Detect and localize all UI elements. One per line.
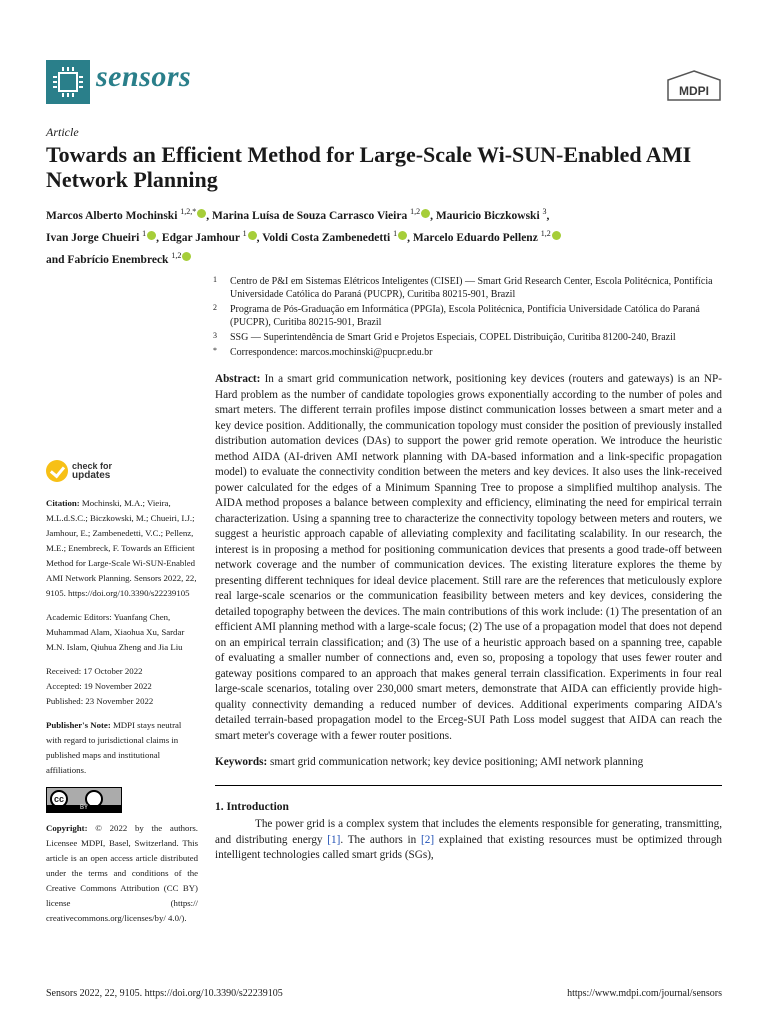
publisher-logo[interactable] <box>666 70 722 102</box>
author-affiliation-marks: 1,2 <box>540 228 551 238</box>
intro-heading: 1. Introduction <box>215 800 289 813</box>
check-for-updates-button[interactable] <box>46 460 198 488</box>
author-affiliation-marks: 3 <box>542 207 547 216</box>
author-affiliation-marks: 1,2 <box>410 207 421 216</box>
orcid-icon[interactable] <box>421 209 430 218</box>
reference-link-1[interactable]: [1] <box>327 833 341 846</box>
cc-by-license-badge[interactable] <box>46 787 122 813</box>
publisher-note <box>46 718 198 778</box>
accepted-date: Accepted: 19 November 2022 <box>46 681 152 691</box>
keywords <box>215 755 722 771</box>
affiliation-text: Centro de P&I em Sistemas Elétricos Inteligentes (CISEI) — Smart Grid Research Center, Escola Politécnica, Pontifícia Universidade Católica do Paraná (PUCPR), Curitiba 80215-901, Brazil <box>230 276 713 300</box>
author-name[interactable]: Mauricio Biczkowski <box>435 209 543 222</box>
author-name[interactable]: Edgar Jamhour <box>161 231 243 244</box>
intro-text-3: explained that existing resources must be optimized through intelligent technologies called smart grids (SGs), <box>215 833 723 861</box>
citation-block <box>46 496 198 601</box>
orcid-icon[interactable] <box>182 252 191 261</box>
journal-name[interactable]: sensors <box>96 60 192 93</box>
abstract-text: In a smart grid communication network, positioning key devices (routers and gateways) is an NP-Hard problem as the number of candidate topologies grows exponentially according to the number of poles and smart meters. The different terrain profiles impose distinct communication losses between a smart meter and a key device position. Additionally, the communication topology must consider the position of previously installed distribution automation devices (DAs) to support the power grid remote operation. We introduce the heuristic method AIDA (AI-driven AMI network planning with DA-based information and a link-specific propagation model) to evaluate the connectivity condition between the meters and key devices. It also uses the link-received power calculated for the edges of a Minimum Spanning Tree to propose a simplified multihop analysis. The AIDA method proposes a balance between complexity and efficiency, eliminating the need for empirical terrain characterization. Using a spanning tree to characterize the connectivity topology between meters and routers, we suggest a heuristic approach capable of alleviating complexity and facilitating scalability. In our research, the interest is in proposing a method for positioning communication devices that presents a good trade-off between network coverage and the number of communication devices. The existing literature explores the theme by presenting different techniques for ideal device placement. Still rare are the references that meticulously explore real large-scale scenarios or the communication feasibility between meters and key devices, considering the detailed topography between the devices. The main contributions of this work include: (1) The presentation of an efficient AMI planning method with a large-scale focus; (2) The use of a propagation model that does not depend on an empirical terrain classification; and (3) The use of a heuristic approach based on a spanning tree, capable of evaluating a smaller number of connections and, even so, proposing a topology that uses fewer router and gateway positions compared to an approach that makes general terrain classification. Experiments in four real large-scale scenarios, totaling over 230,000 smart meters, demonstrate that AIDA can efficiently provide high-quality connectivity demanding a reduced number of devices. Additional experiments comparing AIDA's detailed terrain-based propagation model to the Erceg-SUI Path Loss model suggest that AIDA can reach the smart meter's coverage with a fewer router positions. <box>215 373 722 742</box>
author-name[interactable]: Marcelo Eduardo Pellenz <box>412 231 541 244</box>
affiliation-text: SSG — Superintendência de Smart Grid e Projetos Especiais, COPEL Distribuição, Curitiba 81200-240, Brazil <box>230 332 676 343</box>
author-affiliation-marks: 1 <box>142 228 147 238</box>
publisher-note-label: Publisher's Note: <box>46 720 111 730</box>
orcid-icon[interactable] <box>197 209 206 218</box>
academic-editors: Academic Editors: Yuanfang Chen, Muhammad Alam, Xiaohua Xu, Sardar M.N. Islam, Qiuhua Zheng and Jia Liu <box>46 612 185 652</box>
reference-link-2[interactable]: [2] <box>421 833 435 846</box>
check-updates-line1: check for <box>72 461 113 471</box>
publisher-name: MDPI <box>679 84 709 98</box>
paper-title: Towards an Efficient Method for Large-Scale Wi-SUN-Enabled AMI Network Planning <box>46 142 692 192</box>
author-affiliation-marks: 1,2,* <box>180 207 197 216</box>
intro-text-2: . The authors in <box>340 833 422 846</box>
copyright-label: Copyright: <box>46 823 88 833</box>
dates-block <box>46 664 198 709</box>
citation-label: Citation: <box>46 498 80 508</box>
abstract-label: Abstract: <box>215 373 261 385</box>
article-type: Article <box>46 125 79 139</box>
check-updates-line2: updates <box>72 470 111 481</box>
section-divider <box>215 785 722 786</box>
affiliation-item <box>210 346 725 359</box>
copyright-text: © 2022 by the authors. Licensee MDPI, Basel, Switzerland. This article is an open access article distributed under the terms and conditions of the Creative Commons Attribution (CC BY) license (https:// creativecommons.org/licenses/by/ 4.0/). <box>46 823 199 923</box>
check-updates-icon <box>46 460 68 482</box>
author-affiliation-marks: 1 <box>242 228 247 238</box>
affiliation-mark: * <box>213 346 217 355</box>
affiliation-mark: 1 <box>213 275 217 284</box>
author-list: Marcos Alberto Mochinski $^{1,2,*}$ , Marina Luísa de Souza Carrasco Vieira $^{1,2}$ , Mauricio Biczkowski $^3$, Ivan Jorge Chueiri $^1$ , Edgar Jamhour $^1$ , Voldi Costa Zambenedetti $^1$ , Marcelo Eduardo Pellenz $^{1,2}$ and Fabrício Enembreck $^{1,2}$ <box>46 203 726 268</box>
published-date: Published: 23 November 2022 <box>46 696 154 706</box>
affiliations <box>210 275 725 361</box>
author-name[interactable]: Marina Luísa de Souza Carrasco Vieira <box>212 209 411 222</box>
author-name[interactable]: Marcos Alberto Mochinski <box>46 209 181 222</box>
affiliation-item <box>210 331 725 344</box>
copyright-block <box>46 821 198 926</box>
sidebar <box>46 460 198 935</box>
citation-text[interactable]: Mochinski, M.A.; Vieira, M.L.d.S.C.; Biczkowski, M.; Chueiri, I.J.; Jamhour, E.; Zambenedetti, V.C.; Pellenz, M.E.; Enembreck, F. Towards an Efficient Method for Large-Scale Wi-SUN-Enabled AMI Network Planning. Sensors 2022, 22, 9105. https://doi.org/10.3390/s22239105 <box>46 498 197 598</box>
intro-paragraph <box>215 817 722 864</box>
author-name[interactable]: and Fabrício Enembreck <box>46 253 172 266</box>
orcid-icon[interactable] <box>552 231 561 240</box>
main-column <box>215 372 722 864</box>
affiliation-mark: 3 <box>213 331 217 340</box>
affiliation-mark: 2 <box>213 303 217 312</box>
abstract <box>215 372 722 744</box>
orcid-icon[interactable] <box>398 231 407 240</box>
received-date: Received: 17 October 2022 <box>46 666 143 676</box>
author-name[interactable]: Ivan Jorge Chueiri <box>46 231 143 244</box>
author-affiliation-marks: 1,2 <box>171 250 182 260</box>
journal-logo-icon <box>46 60 90 104</box>
orcid-icon[interactable] <box>147 231 156 240</box>
cc-icon: cc <box>50 790 68 808</box>
footer-citation[interactable]: Sensors 2022, 22, 9105. https://doi.org/10.3390/s22239105 <box>46 988 283 999</box>
affiliation-item <box>210 303 725 329</box>
author-name[interactable]: Voldi Costa Zambenedetti <box>262 231 394 244</box>
affiliation-text: Programa de Pós-Graduação em Informática (PPGIa), Escola Politécnica, Pontifícia Universidade Católica do Paraná (PUCPR), Curitiba 80215-901, Brazil <box>230 304 700 328</box>
intro-text-1: The power grid is a complex system that includes the elements responsible for generating, transmitting, and distributing energy <box>215 818 722 846</box>
keywords-label: Keywords: <box>215 756 268 768</box>
footer-journal-url[interactable]: https://www.mdpi.com/journal/sensors <box>567 988 722 999</box>
orcid-icon[interactable] <box>248 231 257 240</box>
affiliation-item <box>210 275 725 301</box>
affiliation-text: Correspondence: marcos.mochinski@pucpr.edu.br <box>230 347 433 358</box>
author-affiliation-marks: 1 <box>393 228 398 238</box>
publisher-note-text: MDPI stays neutral with regard to jurisdictional claims in published maps and institutional affiliations. <box>46 720 182 775</box>
keywords-text: smart grid communication network; key device positioning; AMI network planning <box>270 756 644 768</box>
by-label: BY <box>47 805 121 812</box>
